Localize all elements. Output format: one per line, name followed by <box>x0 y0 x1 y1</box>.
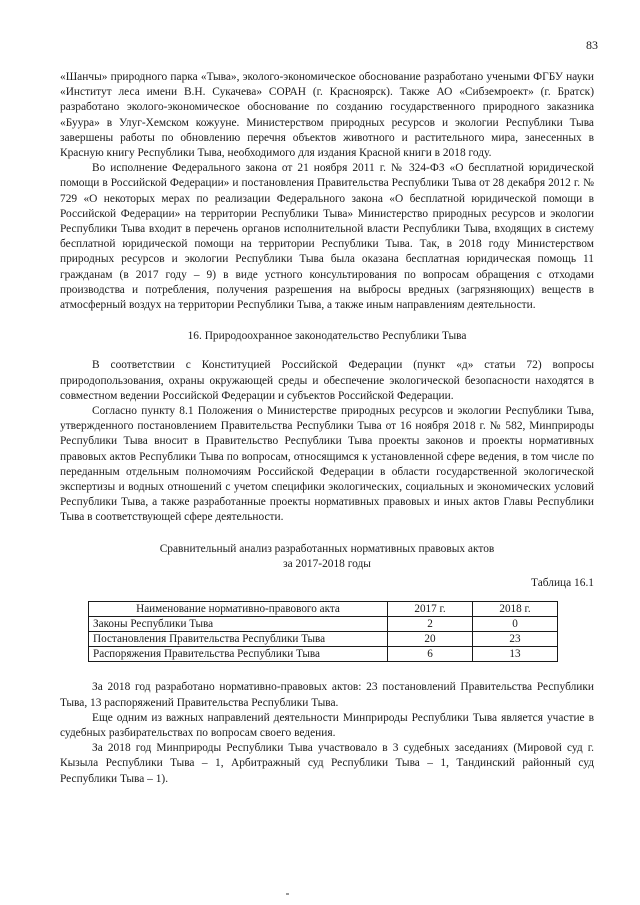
acts-table <box>88 601 558 662</box>
table-header-cell: 2017 г. <box>388 602 473 617</box>
table-cell-2018: 0 <box>473 617 558 632</box>
table-cell-2018: 13 <box>473 647 558 662</box>
table-cell-2018: 23 <box>473 632 558 647</box>
table-row <box>89 617 558 632</box>
table-row <box>89 647 558 662</box>
scan-mark <box>286 893 289 895</box>
section-heading: 16. Природоохранное законодательство Республики Тыва <box>187 330 467 343</box>
table-cell-2017: 2 <box>388 617 473 632</box>
table-cell-name: Законы Республики Тыва <box>89 617 388 632</box>
table-row <box>89 632 558 647</box>
body-paragraph: За 2018 год Минприроды Республики Тыва участвовало в 3 судебных заседаниях (Мировой суд г. Кызыла Республики Тыва – 1, Арбитражный суд Республики Тыва – 1, Тандинский районный суд Республики Тыва – 1). <box>60 742 594 785</box>
table-header-cell: 2018 г. <box>473 602 558 617</box>
table-caption <box>60 542 594 572</box>
table-label: Таблица 16.1 <box>531 577 594 590</box>
body-paragraph: Во исполнение Федерального закона от 21 ноября 2011 г. № 324-ФЗ «О бесплатной юридической помощи в Российской Федерации» и постановления Правительства Республики Тыва от 28 декабря 2012 г. № 729 «О некоторых мерах по реализации Федерального закона «О бесплатной юридической помощи в Российской Федерации» на территории Республики Тыва» Министерство природных ресурсов и экологии Республики Тыва входит в перечень органов исполнительной власти Республики Тыва, входящих в систему бесплатной юридической помощи на территории Республики Тыва. Так, в 2018 году Министерством природных ресурсов и экологии Республики Тыва была оказана бесплатная юридическая помощь 11 гражданам (в 2017 году – 9) в виде устного консультирования по вопросам обращения с отходами производства и потребления, получения разрешения на выбросы вредных (загрязняющих) веществ в атмосферный воздух на территории Республики Тыва, а также иным направлениям деятельности. <box>60 162 594 312</box>
body-paragraph: Еще одним из важных направлений деятельности Минприроды Республики Тыва является участие в судебных разбирательствах по вопросам своего ведения. <box>60 711 594 739</box>
body-paragraph: За 2018 год разработано нормативно-правовых актов: 23 постановлений Правительства Республики Тыва, 13 распоряжений Правительства Республики Тыва. <box>60 681 594 709</box>
table-cell-name: Постановления Правительства Республики Тыва <box>89 632 388 647</box>
table-header-row <box>89 602 558 617</box>
page-number: 83 <box>586 38 598 52</box>
body-paragraph: Согласно пункту 8.1 Положения о Министерстве природных ресурсов и экологии Республики Тыва, утвержденного постановлением Правительства Республики Тыва от 16 ноября 2018 г. № 582, Минприроды Республики Тыва вносит в Правительство Республики Тыва проекты законов и проекты нормативных правовых актов Республики Тыва по вопросам, относящимся к установленной сфере ведения, в том числе по переданным отдельным полномочиям Российской Федерации в области государственной экологической экспертизы и водных отношений с учетом специфики экологических, социальных и экономических условий Республики Тыва, а также разработанные проекты нормативных правовых и иных актов Главы Республики Тыва в соответствующей сфере деятельности. <box>60 405 594 524</box>
table-caption-line: за 2017-2018 годы <box>283 557 371 570</box>
table-caption-line: Сравнительный анализ разработанных нормативных правовых актов <box>159 542 495 555</box>
table-cell-2017: 6 <box>388 647 473 662</box>
body-paragraph: «Шанчы» природного парка «Тыва», эколого-экономическое обоснование разработано учеными ФГБУ науки «Институт леса имени В.Н. Сукачева» СОРАН (г. Красноярск). Также АО «Сибземроект» (г. Братск) разработано эколого-экономическое обоснование по созданию государственного природного заказника «Буура» в Улуг-Хемском кожууне. Министерством природных ресурсов и экологии Республики Тыва завершены работы по обновлению перечня объектов животного и растительного мира, занесенных в Красную книгу Республики Тыва, необходимого для издания Красной книги в 2018 году. <box>60 71 594 160</box>
document-body <box>60 70 594 787</box>
table-header-cell: Наименование нормативно-правового акта <box>89 602 388 617</box>
table-cell-2017: 20 <box>388 632 473 647</box>
body-paragraph: В соответствии с Конституцией Российской Федерации (пункт «д» статьи 72) вопросы природопользования, охраны окружающей среды и обеспечение экологической безопасности находятся в совместном ведении Российской Федерации и субъектов Российской Федерации. <box>60 359 594 402</box>
table-cell-name: Распоряжения Правительства Республики Тыва <box>89 647 388 662</box>
